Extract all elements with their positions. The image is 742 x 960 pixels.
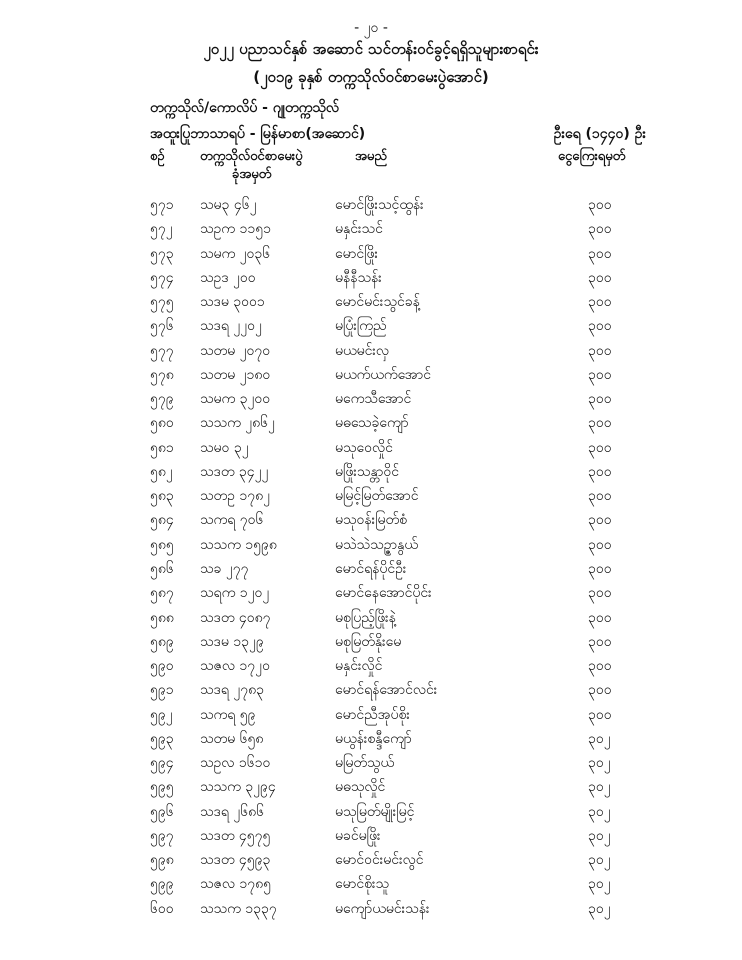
row-number: ၅၇၁: [150, 197, 174, 213]
exam-id: သဇလ ၁၇၈၅: [200, 876, 272, 893]
university-line: တက္ကသိုလ်/ကောလိပ် - ဂျုတက္ကသိုလ်: [150, 100, 340, 116]
student-name: မဓသုလှိုင်: [335, 779, 386, 796]
table-row: [0, 438, 742, 462]
score: ၃၀၀: [588, 318, 612, 335]
exam-id: သဒရ ၂၇၈၃: [200, 682, 264, 699]
score: ၃၀၀: [588, 439, 612, 456]
student-name: မောင်ဝင်းမင်းလွင်: [335, 852, 424, 869]
row-number: ၅၇၃: [150, 245, 174, 262]
score: ၃၀၂: [588, 900, 611, 917]
score: ၃၀၂: [588, 876, 611, 893]
row-number: ၅၇၅: [150, 294, 174, 311]
row-number: ၆၀၀: [150, 900, 174, 917]
table-row: [0, 753, 742, 777]
row-number: ၅၇၂: [150, 221, 173, 238]
subject-line: အထူးပြုဘာသာရပ် - မြန်မာစာ(အဆောင်): [150, 126, 366, 142]
student-name: မသုဝေလှိုင်: [335, 439, 393, 456]
header-score: ငွေကြေးရမှတ်: [558, 149, 626, 164]
exam-id: သမဝ ၃၂: [200, 439, 249, 456]
exam-id: သသက ၃၂၉၄: [200, 779, 276, 796]
table-row: [0, 899, 742, 923]
student-name: မသဲသဲသဉ္ဇာနွယ်: [335, 536, 418, 553]
score: ၃၀၀: [588, 366, 612, 383]
student-name: မောင်ဖြိုး: [335, 245, 379, 262]
student-name: မောင်မင်းသွင်ခန့်: [335, 294, 420, 311]
student-name: မယမင်းလှ: [335, 342, 390, 359]
row-number: ၅၉၃: [150, 730, 174, 747]
exam-id: သဒမ ၃၀၀၁: [200, 294, 265, 311]
row-number: ၅၉၅: [150, 779, 174, 796]
score: ၃၀၀: [588, 609, 612, 626]
exam-id: သရက ၁၂၀၂: [200, 585, 270, 602]
exam-id: သတဥ ၁၇၈၂: [200, 488, 271, 505]
table-row: [0, 268, 742, 292]
student-name: မနှင်းလှိုင်: [335, 658, 383, 675]
table-row: [0, 244, 742, 268]
exam-id: သတမ ၂၁၈၀: [200, 366, 271, 383]
exam-id: သသက ၁၃၃၇: [200, 900, 277, 917]
score: ၃၀၀: [588, 245, 612, 262]
student-name: မဓသေခဲ့ကျော်: [335, 415, 409, 432]
exam-id: သကရ ၅၉: [200, 706, 256, 723]
exam-id: သဥလ ၁၆၁၀: [200, 755, 271, 772]
student-name: မနီနီသန်း: [335, 269, 382, 286]
table-row: [0, 826, 742, 850]
row-number: ၅၉၂: [150, 706, 173, 723]
student-name: မစုပြည့်ဖြိုးနဲ့: [335, 609, 396, 626]
score: ၃၀၀: [588, 585, 612, 602]
page-number: - ၂၀ -: [354, 20, 388, 36]
exam-id: သဒရ ၂၂၀၂: [200, 318, 262, 335]
table-row: [0, 729, 742, 753]
table-row: [0, 850, 742, 874]
student-name: မောင်နေအောင်ပိုင်း: [335, 585, 432, 602]
exam-id: သဒတ ၃၄၂၂: [200, 463, 269, 480]
table-row: [0, 559, 742, 583]
score: ၃၀၂: [588, 852, 611, 869]
score: ၃၀၀: [588, 391, 612, 408]
exam-id: သမက ၃၂၀၀: [200, 391, 271, 408]
header-exam-id: တက္ကသိုလ်ဝင်စာမေးပွဲ: [200, 149, 303, 164]
row-number: ၅၇၆: [150, 318, 174, 335]
table-row: [0, 680, 742, 704]
document-subtitle: (၂၀၁၉ ခုနှစ် တက္ကသိုလ်ဝင်စာမေးပွဲအောင်): [253, 68, 489, 86]
table-row: [0, 219, 742, 243]
score: ၃၀၂: [588, 755, 611, 772]
table-row: [0, 462, 742, 486]
row-number: ၅၈၈: [150, 609, 174, 626]
header-exam-id-line2: ခုံအမှတ်: [232, 167, 272, 182]
student-name: မောင်ဖြိုးသင့်ထွန်း: [335, 197, 424, 213]
score: ၃၀၀: [588, 197, 612, 213]
exam-id: သတမ ၆၅၈: [200, 730, 264, 747]
score: ၃၀၀: [588, 294, 612, 311]
exam-id: သသက ၂၈၆၂: [200, 415, 275, 432]
table-row: [0, 608, 742, 632]
table-row: [0, 777, 742, 801]
student-name: မောင်ရန်အောင်လင်း: [335, 682, 438, 699]
score: ၃၀၀: [588, 342, 612, 359]
exam-id: သမ၃ ၄၆၂: [200, 197, 257, 213]
table-row: [0, 802, 742, 826]
row-number: ၅၈၀: [150, 415, 174, 432]
student-name: မကေသီအောင်: [335, 391, 412, 408]
student-name: မောင်စိုးသူ: [335, 876, 390, 893]
header-number: စဉ်: [150, 149, 165, 164]
score: ၃၀၀: [588, 269, 612, 286]
exam-id: သဒမ ၁၃၂၉: [200, 633, 264, 650]
row-number: ၅၇၈: [150, 366, 174, 383]
student-name: မသုဝန်းမြတ်စံ: [335, 512, 408, 529]
row-number: ၅၉၈: [150, 852, 174, 869]
table-row: [0, 365, 742, 389]
student-name: မောင်ညီအုပ်စိုး: [335, 706, 410, 723]
table-row: [0, 413, 742, 437]
student-list: [0, 195, 742, 923]
student-name: မကျော်ယမင်းသန်း: [335, 900, 430, 917]
table-row: [0, 316, 742, 340]
exam-id: သဒရ ၂၆၈၆: [200, 803, 264, 820]
row-number: ၅၉၆: [150, 803, 174, 820]
score: ၃၀၀: [588, 706, 612, 723]
row-number: ၅၈၉: [150, 633, 174, 650]
table-row: [0, 389, 742, 413]
exam-id: သဒတ ၄၅၇၅: [200, 827, 271, 844]
score: ၃၀၀: [588, 463, 612, 480]
table-row: [0, 535, 742, 559]
student-name: မယက်ယက်အောင်: [335, 366, 432, 383]
score: ၃၀၂: [588, 779, 611, 796]
student-name: မမြင့်မြတ်အောင်: [335, 488, 419, 505]
exam-id: သခ ၂၇၇: [200, 560, 249, 577]
student-name: မပြုံးကြည်: [335, 318, 387, 335]
row-number: ၅၈၄: [150, 512, 174, 529]
student-name: မနှင်းသင်: [335, 221, 383, 238]
table-row: [0, 195, 742, 219]
student-name: မသုမြတ်မျိုးမြင့်: [335, 803, 415, 820]
document-title: ၂၀၂၂ ပညာသင်နှစ် အဆောင် သင်တန်းဝင်ခွင့်ရရှိသူများစာရင်း: [203, 40, 539, 58]
exam-id: သဥက ၁၁၅၁: [200, 221, 271, 238]
score: ၃၀၀: [588, 415, 612, 432]
row-number: ၅၉၇: [150, 827, 174, 844]
exam-id: သတမ ၂၀၇၀: [200, 342, 271, 359]
row-number: ၅၈၃: [150, 488, 174, 505]
student-name: မဖြိုးသန္တာဝိုင်: [335, 463, 400, 480]
row-number: ၅၇၄: [150, 269, 174, 286]
score: ၃၀၀: [588, 682, 612, 699]
score: ၃၀၀: [588, 633, 612, 650]
row-number: ၅၈၅: [150, 536, 174, 553]
student-name: မစုမြတ်နိုးမေ: [335, 633, 402, 650]
row-number: ၅၈၂: [150, 463, 173, 480]
row-number: ၅၈၇: [150, 585, 174, 602]
exam-id: သဇလ ၁၇၂၀: [200, 658, 270, 675]
header-name: အမည်: [355, 149, 387, 164]
score: ၃၀၂: [588, 730, 611, 747]
exam-id: သဒတ ၄၀၈၇: [200, 609, 271, 626]
score: ၃၀၀: [588, 221, 612, 238]
total-count-line: ဦးရေ (၁၄၄၀) ဦး: [553, 126, 646, 142]
table-row: [0, 341, 742, 365]
exam-id: သဥဒ ၂၀၀: [200, 269, 256, 286]
table-row: [0, 874, 742, 898]
row-number: ၅၉၄: [150, 755, 174, 772]
table-row: [0, 583, 742, 607]
exam-id: သသက ၁၅၉၈: [200, 536, 277, 553]
student-name: မယွန်းစန္ဒီကျော်: [335, 730, 412, 747]
score: ၃၀၂: [588, 803, 611, 820]
table-row: [0, 632, 742, 656]
student-name: မခင်မဖြိုး: [335, 827, 381, 844]
table-row: [0, 705, 742, 729]
table-row: [0, 292, 742, 316]
row-number: ၅၉၉: [150, 876, 174, 893]
exam-id: သဒတ ၄၅၉၃: [200, 852, 271, 869]
row-number: ၅၈၆: [150, 560, 174, 577]
student-name: မမြတ်သွယ်: [335, 755, 395, 772]
score: ၃၀၀: [588, 488, 612, 505]
score: ၃၀၀: [588, 536, 612, 553]
row-number: ၅၉၀: [150, 658, 174, 675]
score: ၃၀၂: [588, 827, 611, 844]
exam-id: သကရ ၇၀၆: [200, 512, 264, 529]
student-name: မောင်ရန်ပိုင်ဦး: [335, 560, 407, 577]
table-row: [0, 510, 742, 534]
row-number: ၅၇၇: [150, 342, 174, 359]
exam-id: သမက ၂၀၃၆: [200, 245, 271, 262]
score: ၃၀၀: [588, 658, 612, 675]
row-number: ၅၉၁: [150, 682, 174, 699]
row-number: ၅၈၁: [150, 439, 174, 456]
table-row: [0, 486, 742, 510]
row-number: ၅၇၉: [150, 391, 174, 408]
score: ၃၀၀: [588, 512, 612, 529]
table-row: [0, 656, 742, 680]
score: ၃၀၀: [588, 560, 612, 577]
